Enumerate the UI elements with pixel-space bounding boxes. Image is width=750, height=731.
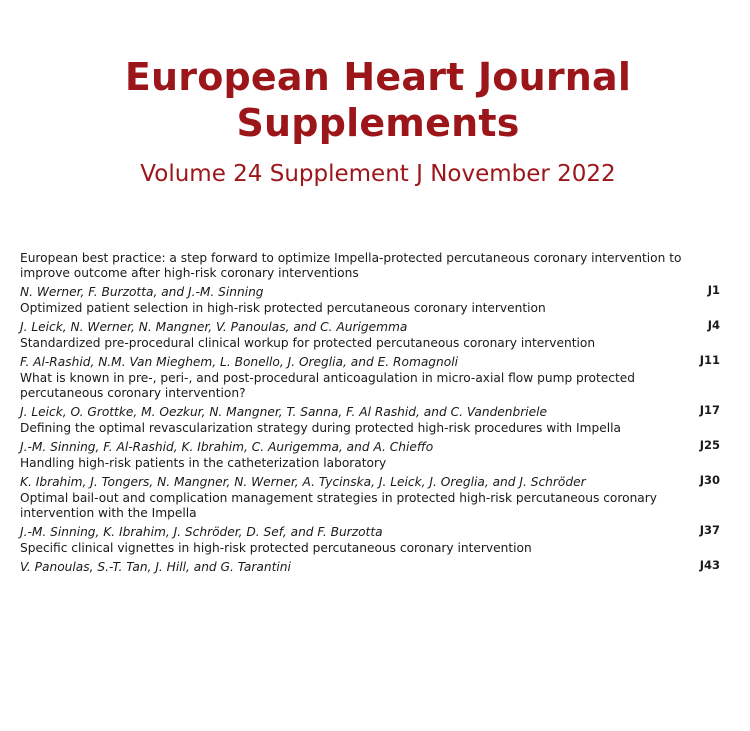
authors-row	[20, 556, 720, 573]
article-authors: J.-M. Sinning, F. Al-Rashid, K. Ibrahim, C. Aurigemma, and A. Chieffo	[20, 440, 434, 454]
page-number: J43	[699, 558, 720, 572]
article-title-link[interactable]: What is known in pre-, peri-, and post-procedural anticoagulation in micro-axial flow pump protected percutaneous coronary intervention?	[20, 371, 635, 400]
page-number: J11	[699, 353, 720, 367]
article-title-link[interactable]: Defining the optimal revascularization strategy during protected high-risk procedures with Impella	[20, 421, 621, 435]
authors-row	[20, 471, 720, 488]
article-title-link[interactable]: Optimal bail-out and complication management strategies in protected high-risk percutaneous coronary intervention with the Impella	[20, 491, 657, 520]
article-title-link[interactable]: Handling high-risk patients in the catheterization laboratory	[20, 456, 387, 470]
page-number: J17	[699, 403, 720, 417]
page-number: J4	[707, 318, 720, 332]
article-authors: V. Panoulas, S.-T. Tan, J. Hill, and G. Tarantini	[20, 560, 291, 574]
article-authors: J.-M. Sinning, K. Ibrahim, J. Schröder, D. Sef, and F. Burzotta	[20, 525, 383, 539]
article-title-link[interactable]: Optimized patient selection in high-risk protected percutaneous coronary intervention	[20, 301, 546, 315]
page-number: J37	[699, 523, 720, 537]
article-title-link[interactable]: Standardized pre-procedural clinical workup for protected percutaneous coronary intervention	[20, 336, 596, 350]
article-title-link[interactable]: European best practice: a step forward to optimize Impella-protected percutaneous coronary intervention to improve outcome after high-risk coronary interventions	[20, 251, 682, 280]
article-authors: N. Werner, F. Burzotta, and J.-M. Sinning	[20, 285, 264, 299]
table-of-contents	[20, 251, 720, 576]
toc-entry	[20, 456, 720, 488]
toc-entry	[20, 421, 720, 453]
article-title-link[interactable]: Specific clinical vignettes in high-risk protected percutaneous coronary intervention	[20, 541, 532, 555]
article-authors: K. Ibrahim, J. Tongers, N. Mangner, N. Werner, A. Tycinska, J. Leick, J. Oreglia, and J. Schröder	[20, 475, 586, 489]
article-authors: J. Leick, N. Werner, N. Mangner, V. Panoulas, and C. Aurigemma	[20, 320, 408, 334]
toc-entry	[20, 301, 720, 333]
page-number: J25	[699, 438, 720, 452]
page-number: J30	[699, 473, 720, 487]
authors-row	[20, 281, 720, 298]
toc-entry	[20, 541, 720, 573]
journal-title	[0, 54, 750, 146]
authors-row	[20, 351, 720, 368]
toc-entry	[20, 251, 720, 298]
authors-row	[20, 521, 720, 538]
toc-entry	[20, 371, 720, 418]
issue-info: Volume 24 Supplement J November 2022	[140, 161, 616, 187]
authors-row	[20, 401, 720, 418]
journal-title-line-1: European Heart Journal	[124, 55, 632, 99]
masthead	[0, 54, 750, 188]
article-authors: F. Al-Rashid, N.M. Van Mieghem, L. Bonello, J. Oreglia, and E. Romagnoli	[20, 355, 458, 369]
toc-entry	[20, 336, 720, 368]
page-number: J1	[707, 283, 720, 297]
toc-entry	[20, 491, 720, 538]
article-authors: J. Leick, O. Grottke, M. Oezkur, N. Mangner, T. Sanna, F. Al Rashid, and C. Vandenbriele	[20, 405, 548, 419]
authors-row	[20, 316, 720, 333]
authors-row	[20, 436, 720, 453]
journal-title-line-2: Supplements	[236, 101, 520, 145]
